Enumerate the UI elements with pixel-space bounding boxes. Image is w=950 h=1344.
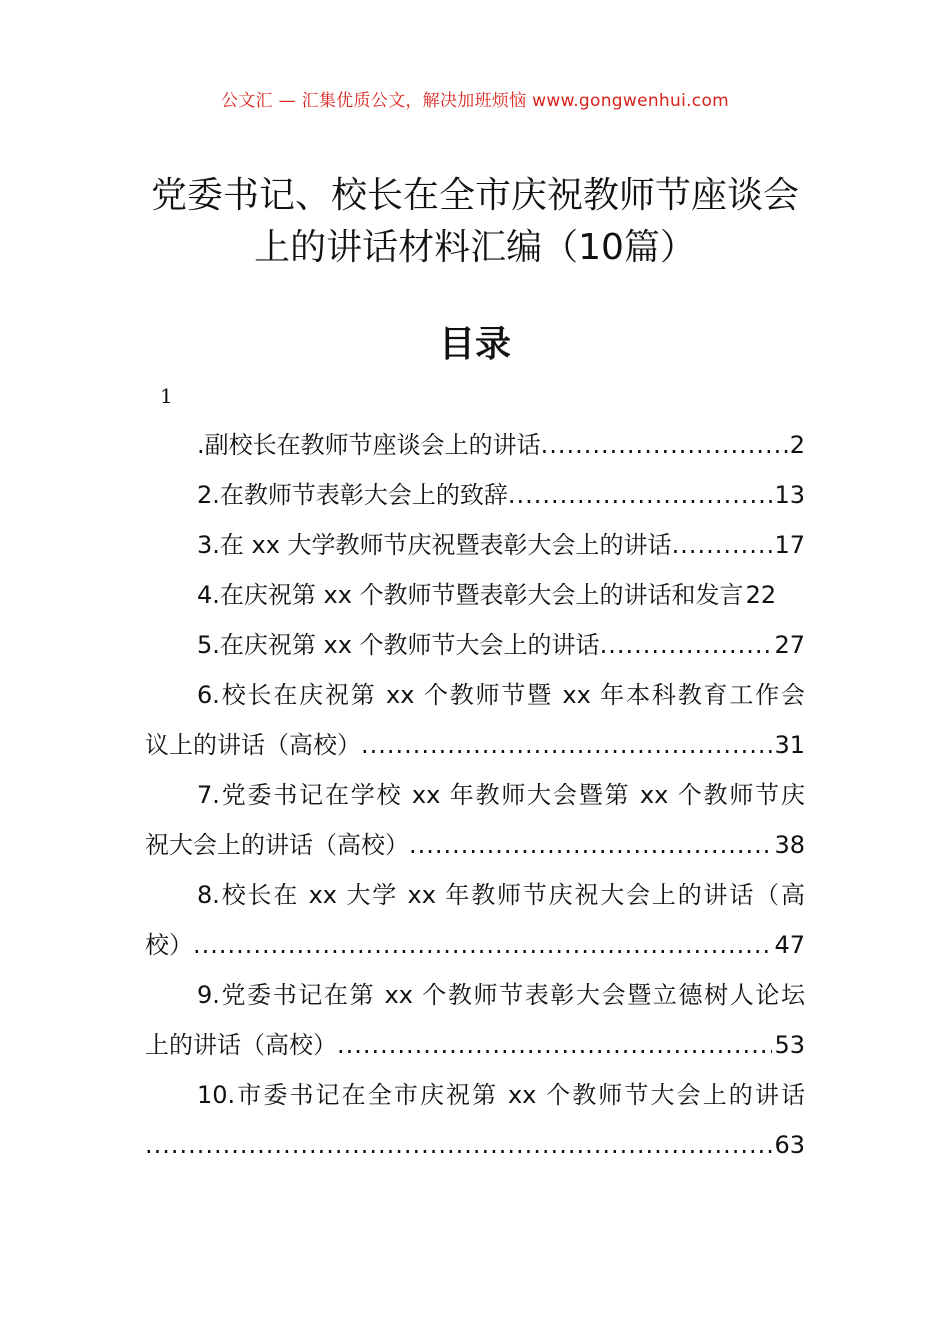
toc-entry-title: 3.在 xx 大学教师节庆祝暨表彰大会上的讲话 [197,531,672,559]
toc-entry-title: 9.党委书记在第 xx 个教师节表彰大会暨立德树人论坛 [197,981,805,1009]
toc-entry-page: 31 [774,731,805,759]
toc-entry-title-continued: 上的讲话（高校） [145,1031,337,1059]
toc-entry-page: 47 [774,931,805,959]
toc-dot-leader [361,720,772,770]
toc-entry-6-continued[interactable] [145,720,805,770]
toc-entry-4[interactable] [145,570,805,620]
toc-entry-title-continued: 校） [145,931,193,959]
toc-entry-page: 27 [774,631,805,659]
toc-entry-page: 2 [789,431,805,459]
toc-entry-page: 22 [745,581,777,609]
toc-dot-leader [337,1020,772,1070]
toc-entry-title: 2.在教师节表彰大会上的致辞 [197,481,508,509]
toc-entry-6[interactable] [145,670,805,720]
toc-entry-5[interactable] [145,620,805,670]
toc-dot-leader [193,920,772,970]
toc-entry-page: 17 [774,531,805,559]
toc-entry-8[interactable] [145,870,805,920]
toc-entry-9[interactable] [145,970,805,1020]
toc-entry-2[interactable] [145,470,805,520]
toc-dot-leader [541,420,788,470]
toc-entry-title: 7.党委书记在学校 xx 年教师大会暨第 xx 个教师节庆 [197,781,805,809]
toc-entry-8-continued[interactable] [145,920,805,970]
toc-dot-leader [409,820,772,870]
toc-entry-10-continued[interactable] [145,1120,805,1170]
toc-entry-7[interactable] [145,770,805,820]
toc-entry-title: .副校长在教师节座谈会上的讲话 [197,431,541,459]
toc-entry-title: 8.校长在 xx 大学 xx 年教师节庆祝大会上的讲话（高 [197,881,805,909]
table-of-contents [145,420,805,1170]
toc-entry-title-continued: 祝大会上的讲话（高校） [145,831,409,859]
toc-entry-title: 4.在庆祝第 xx 个教师节暨表彰大会上的讲话和发言 [197,581,744,609]
toc-entry-page: 38 [774,831,805,859]
toc-dot-leader [508,470,773,520]
toc-entry-title-continued: 议上的讲话（高校） [145,731,361,759]
toc-entry-title: 6.校长在庆祝第 xx 个教师节暨 xx 年本科教育工作会 [197,681,805,709]
title-line-1: 党委书记、校长在全市庆祝教师节座谈会 [150,175,799,216]
toc-entry-9-continued[interactable] [145,1020,805,1070]
toc-dot-leader [600,620,773,670]
toc-entry-title: 10.市委书记在全市庆祝第 xx 个教师节大会上的讲话 [197,1081,805,1109]
title-line-2: 上的讲话材料汇编（10篇） [254,227,696,268]
toc-entry-3[interactable] [145,520,805,570]
watermark-banner: 公文汇 — 汇集优质公文，解决加班烦恼 www.gongwenhui.com [220,91,730,111]
document-title [120,170,830,274]
toc-entry-10[interactable] [145,1070,805,1120]
toc-dot-leader [672,520,773,570]
toc-entry-1[interactable] [145,420,805,470]
toc-entry-page: 53 [774,1031,805,1059]
toc-entry-page: 63 [774,1131,805,1159]
page-number-mark: 1 [160,384,173,408]
toc-entry-page: 13 [774,481,805,509]
toc-dot-leader [145,1120,772,1170]
toc-entry-7-continued[interactable] [145,820,805,870]
toc-entry-title: 5.在庆祝第 xx 个教师节大会上的讲话 [197,631,600,659]
toc-heading: 目录 [438,324,511,365]
